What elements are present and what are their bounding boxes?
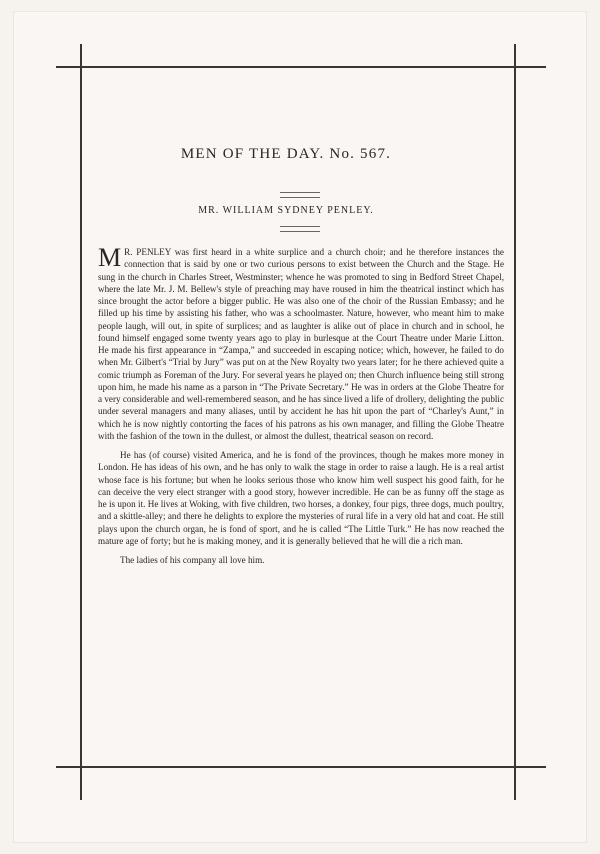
article-subtitle: MR. WILLIAM SYDNEY PENLEY. xyxy=(198,205,374,216)
paragraph-1-text: R. PENLEY was first heard in a white surplice and a church choir; and he therefore instances the connection that is said by one or two curious persons to exist between the Church and the Stage. He sung in the church in Charles Street, Westminster; whence he was promoted to sing in Bedford Street Chapel, where the late Mr. J. M. Bellew's style of preaching may have roused in him the theatrical instinct which has since brought the actor before a bigger public. He was also one of the choir of the Russian Embassy; and he filled up his time by assisting his father, who was a schoolmaster. Nature, however, who meant him to make people laugh, will out, in spite of surplices; and as laughter is alike out of place in church and in school, he found himself engaged some twenty years ago to play in burlesque at the Court Theatre under Marie Litton. He made his first appearance in “Zampa,” and succeeded in escaping notice; which, however, he failed to do when Mr. Gilbert's “Trial by Jury” was put on at the New Royalty two years later; for he there achieved quite a comic triumph as Foreman of the Jury. For several years he played on; then Church influence being still strong upon him, he made his name as a parson in “The Private Secretary.” He was in orders at the Globe Theatre for a very considerable and well-remembered season, and he has since lived a life of drollery, delighting the public under several managers and many aliases, until by accident he has hit upon the part of “Charley's Aunt,” in which he is now nightly contorting the faces of his patrons as his own manager, and filling the Globe Theatre with the fashion of the town in the dullest, or almost the dullest, theatrical season on record. xyxy=(98,247,504,441)
right-border-rule xyxy=(514,44,516,800)
page-title: MEN OF THE DAY. No. 567. xyxy=(180,146,392,162)
title-divider xyxy=(280,192,320,198)
bottom-border-rule xyxy=(56,766,546,768)
paragraph-3: The ladies of his company all love him. xyxy=(120,555,265,565)
subtitle-divider xyxy=(280,226,320,232)
paragraph-2: He has (of course) visited America, and he is fond of the provinces, though he makes more money in London. He has ideas of his own, and he has only to walk the stage in order to raise a laugh. He is a real artist whose face is his fortune; but when he looks serious those who know him well suspect his good faith, for he can deceive the very elect stranger with a good story, however incredible. He can be as funny off the stage as he is upon it. He lives at Woking, with five children, two horses, a donkey, four pigs, three dogs, much poultry, and a skittle-alley; and there he delights to explore the mysteries of rural life in a very old hat and coat. He still plays upon the church organ, he is fond of sport, and he is called “The Little Turk.” He has now reached the mature age of forty; but he is making money, and it is generally believed that he will die a rich man. xyxy=(98,450,504,546)
drop-cap: M xyxy=(98,243,122,272)
paragraph-1 xyxy=(98,243,504,442)
top-border-rule xyxy=(56,66,546,68)
article-body xyxy=(98,243,504,573)
